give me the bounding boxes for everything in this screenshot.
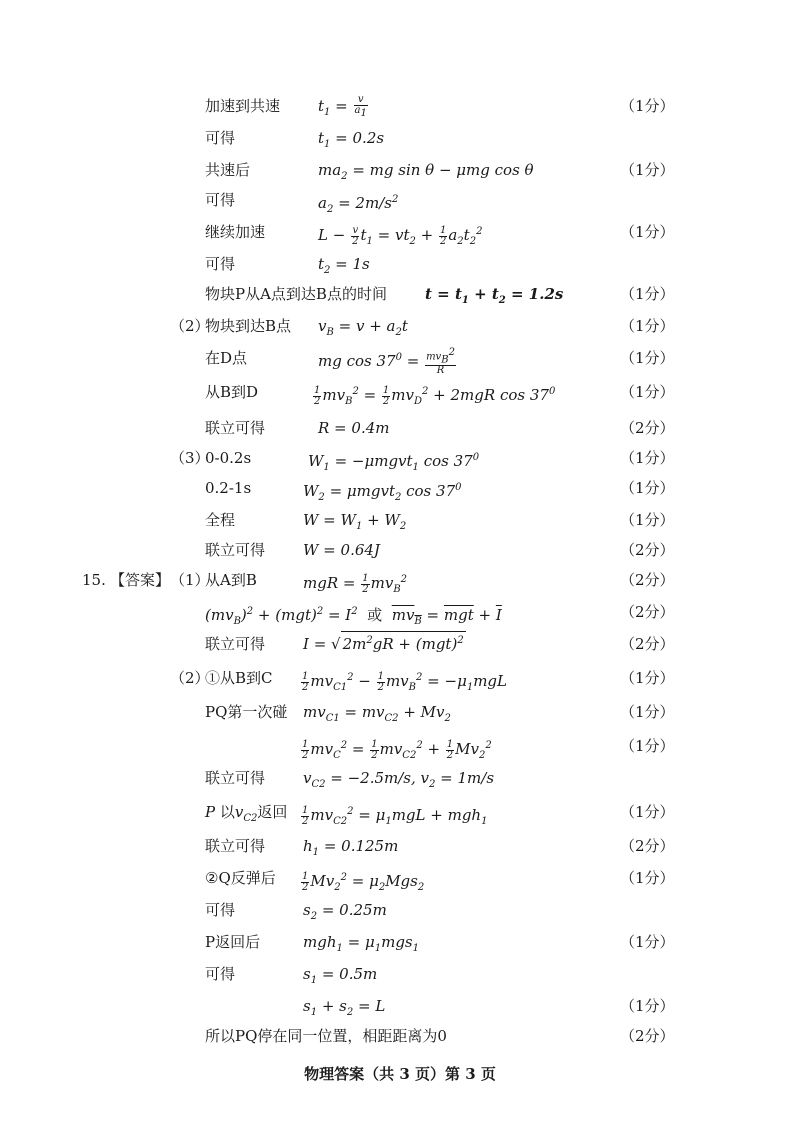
formula: $\frac{1}{2}$ $mv_C^2$ = $\frac{1}{2}$ $mv_{C2}^2$ + $\frac{1}{2}$ $Mv_2^2$ <box>302 738 492 761</box>
answer-row <box>0 248 800 280</box>
formula: L − $\frac{v}{2}$ $t_1 = vt_2$ + $\frac{1}{2}$ $a_2t_2^2$ <box>318 224 483 247</box>
conclusion-text: 所以PQ停在同一位置，相距距离为0 <box>205 1027 447 1045</box>
step-label: 0.2-1s <box>205 479 252 497</box>
part-number: （2） <box>170 317 210 335</box>
step-label: 联立可得 <box>205 837 266 855</box>
answer-row <box>0 862 800 894</box>
formula: $t_1$ = $\frac{v}{a_1}$ <box>318 94 367 119</box>
part-number: （1） <box>170 571 210 589</box>
answer-row <box>0 472 800 504</box>
score: （1分） <box>620 317 675 335</box>
answer-row <box>0 796 800 828</box>
answer-row <box>0 310 800 342</box>
formula: W = 0.64J <box>303 541 380 559</box>
step-label: 可得 <box>205 255 236 273</box>
formula: $t = t_1 + t_2 = 1.2s$ <box>425 285 564 306</box>
answer-row <box>0 762 800 794</box>
score: （1分） <box>620 669 675 687</box>
answer-tag: 【答案】 <box>110 571 171 589</box>
formula: $v_{C2} = -2.5m/s$, $v_2 = 1m/s$ <box>303 769 495 790</box>
answer-row <box>0 596 800 628</box>
step-label: 共速后 <box>205 161 251 179</box>
score: （2分） <box>620 1027 675 1045</box>
score: （1分） <box>620 285 675 303</box>
score: （1分） <box>620 479 675 497</box>
formula: $t_1 = 0.2s$ <box>318 129 385 150</box>
answer-row <box>0 830 800 862</box>
score: （1分） <box>620 349 675 367</box>
answer-row <box>0 412 800 444</box>
score: （2分） <box>620 419 675 437</box>
formula: $W_2$ = μmgvt$_2$ $\cos 37^0$ <box>303 482 462 503</box>
formula: $\frac{1}{2}$ $mv_B^2$ = $\frac{1}{2}$ $mv_D^2 + 2mgR$ $\cos 37^0$ <box>314 384 556 407</box>
answer-row <box>0 1020 800 1052</box>
step-label: P 以$v_{C2}$返回 <box>205 803 288 824</box>
score: （2分） <box>620 571 675 589</box>
step-label: 可得 <box>205 129 236 147</box>
formula: $t_2 = 1s$ <box>318 255 370 276</box>
formula: $W_1$ = −μmgvt$_1$ $\cos 37^0$ <box>308 452 480 473</box>
score: （1分） <box>620 869 675 887</box>
step-label: 物块到达B点 <box>205 317 292 335</box>
question-number: 15. <box>82 571 106 589</box>
score: （1分） <box>620 511 675 529</box>
score: （1分） <box>620 97 675 115</box>
formula: $mgh_1 = \mu_1mgs_1$ <box>303 933 420 954</box>
score: （1分） <box>620 703 675 721</box>
answer-row <box>0 442 800 474</box>
formula: $h_1 = 0.125m$ <box>303 837 399 858</box>
formula: $\frac{1}{2}$ $mv_{C2}^2 = \mu_1mgL + mgh_1$ <box>302 804 488 827</box>
step-label: 加速到共速 <box>205 97 281 115</box>
formula: $v_B = v + a_2t$ <box>318 317 408 338</box>
formula: $(mv_B)^2 + (mgt)^2 = I^2$ 或 $mv_B = \overline{mgt} + \overline{I}$ <box>205 606 502 627</box>
formula: $\frac{1}{2}$ $Mv_2^2 = \mu_2Mgs_2$ <box>302 870 425 893</box>
score: （1分） <box>620 933 675 951</box>
score: （1分） <box>620 803 675 821</box>
step-label: 物块P从A点到达B点的时间 <box>205 285 387 303</box>
answer-row <box>0 696 800 728</box>
answer-row <box>0 504 800 536</box>
step-label: 联立可得 <box>205 635 266 653</box>
answer-row <box>0 662 800 694</box>
score: （1分） <box>620 223 675 241</box>
score: （2分） <box>620 541 675 559</box>
page-footer: 物理答案（共 3 页）第 3 页 <box>304 1065 496 1083</box>
formula: $W = W_1 + W_2$ <box>303 511 407 532</box>
step-label: PQ第一次碰 <box>205 703 288 721</box>
answer-row <box>0 894 800 926</box>
score: （1分） <box>620 449 675 467</box>
answer-row <box>0 216 800 248</box>
formula: $s_1 = 0.5m$ <box>303 965 378 986</box>
formula: $ma_2$ = mg sin θ − μmg cos θ <box>318 161 534 182</box>
step-label: 从A到B <box>205 571 257 589</box>
step-label: 0-0.2s <box>205 449 252 467</box>
step-label: 联立可得 <box>205 541 266 559</box>
formula: I = √ $2m^2gR + (mgt)^2$ <box>303 628 466 660</box>
step-label: 从B到D <box>205 383 259 401</box>
formula: mgR = $\frac{1}{2}$ $mv_B^2$ <box>303 572 408 595</box>
step-label: 可得 <box>205 191 236 209</box>
answer-row <box>0 278 800 310</box>
step-label: 在D点 <box>205 349 248 367</box>
answer-row <box>0 926 800 958</box>
score: （2分） <box>620 837 675 855</box>
score: （2分） <box>620 603 675 621</box>
formula: $a_2 = 2m/s^2$ <box>318 194 399 215</box>
step-label: 联立可得 <box>205 769 266 787</box>
answer-row <box>0 376 800 408</box>
formula: $s_2 = 0.25m$ <box>303 901 387 922</box>
part-number: （2） <box>170 669 210 687</box>
answer-row <box>0 90 800 122</box>
part-number: （3） <box>170 449 210 467</box>
score: （1分） <box>620 997 675 1015</box>
score: （1分） <box>620 161 675 179</box>
step-label: 可得 <box>205 965 236 983</box>
answer-row <box>0 534 800 566</box>
step-label: ①从B到C <box>205 669 273 687</box>
answer-row <box>0 154 800 186</box>
answer-row <box>0 564 800 596</box>
answer-row <box>0 342 800 377</box>
answer-row <box>0 730 800 762</box>
score: （2分） <box>620 635 675 653</box>
step-label: 继续加速 <box>205 223 266 241</box>
score: （1分） <box>620 737 675 755</box>
formula: R = 0.4m <box>318 419 390 437</box>
answer-row <box>0 990 800 1022</box>
answer-row <box>0 184 800 216</box>
step-label: P返回后 <box>205 933 261 951</box>
step-label: 全程 <box>205 511 236 529</box>
answer-row <box>0 628 800 660</box>
formula: $mv_{C1} = mv_{C2} + Mv_2$ <box>303 703 451 724</box>
step-label: 可得 <box>205 901 236 919</box>
answer-row <box>0 122 800 154</box>
formula: $s_1 + s_2 = L$ <box>303 997 386 1018</box>
score: （1分） <box>620 383 675 401</box>
step-label: 联立可得 <box>205 419 266 437</box>
formula: mg $\cos 37^0$ = $\frac{mv_B^2}{R}$ <box>318 346 455 377</box>
formula: $\frac{1}{2}$ $mv_{C1}^2$ − $\frac{1}{2}$ $mv_B^2 = -\mu_1mgL$ <box>302 670 507 693</box>
answer-row <box>0 958 800 990</box>
step-label: ②Q反弹后 <box>205 869 276 887</box>
